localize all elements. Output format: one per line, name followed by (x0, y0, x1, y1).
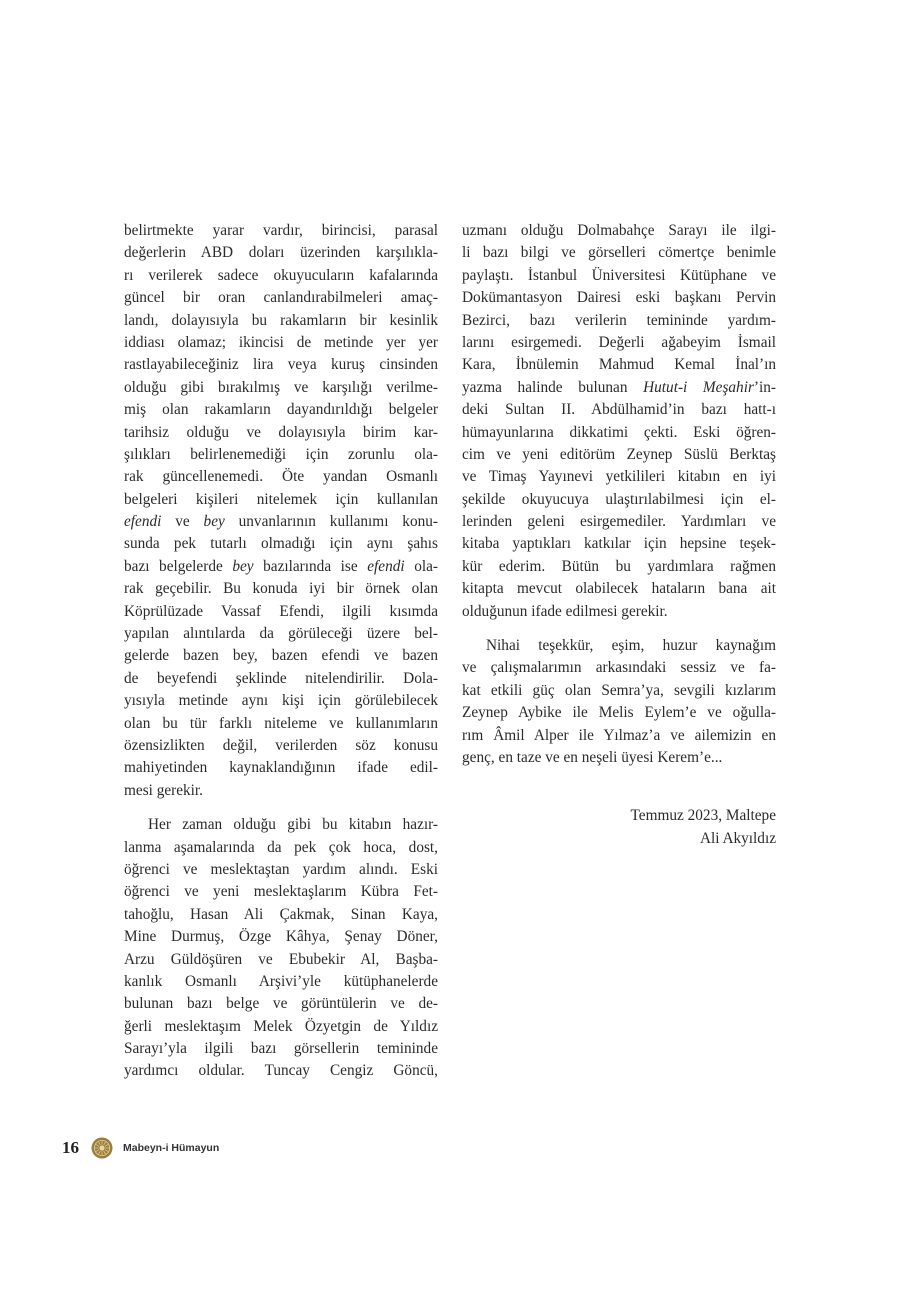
text-line: rım Âmil Alper ile Yılmaz’a ve ailemizin en (462, 726, 776, 744)
text-line: özensizlikten değil, verilerden söz konusu (124, 736, 438, 754)
text-line: landı, dolayısıyla bu rakamların bir kesinlik (124, 311, 438, 329)
text-line: olduğunun ifade edilmesi gerekir. (462, 602, 668, 620)
running-title: Mabeyn-i Hümayun (123, 1142, 220, 1154)
italic-term: efendi (367, 557, 405, 575)
text-line: Her zaman olduğu gibi bu kitabın hazır- (148, 816, 438, 834)
ottoman-seal-icon (91, 1137, 113, 1159)
text-line: kür ederim. Bütün bu yardımlara rağmen (462, 557, 776, 575)
text-line (124, 556, 438, 578)
text-line: ve Timaş Yayınevi yetkilileri kitabın en iyi (462, 468, 776, 486)
paragraph-gap (124, 802, 438, 814)
text-line: sunda pek tutarlı olmadığı için aynı şahıs (124, 535, 438, 553)
text-run: ’in- (753, 378, 777, 396)
text-line: tahoğlu, Hasan Ali Çakmak, Sinan Kaya, (124, 905, 438, 923)
italic-term: efendi (124, 513, 162, 531)
text-line: genç, en taze ve en neşeli üyesi Kerem’e... (462, 748, 723, 766)
text-line: de beyefendi şeklinde nitelendirilir. Dola- (124, 669, 438, 687)
text-line: olduğu gibi bırakılmış ve karşılığı verilme- (124, 378, 438, 396)
text-line: hümayunlarına dikkatimi çekti. Eski öğren- (462, 423, 776, 441)
text-line: rı verilerek sadece okuyucuların kafalarında (124, 266, 438, 284)
text-line: deki Sultan II. Abdülhamid’in bazı hatt-ı (462, 401, 776, 419)
text-line: rak geçebilir. Bu konuda iyi bir örnek olan (124, 580, 438, 598)
left-column (124, 220, 438, 1083)
signature-block (462, 805, 776, 850)
text-line: olan bu tür farklı niteleme ve kullanımların (124, 714, 438, 732)
text-line: tarihsiz olduğu ve dolayısıyla birim kar- (124, 423, 438, 441)
text-line: Zeynep Aybike ile Melis Eylem’e ve oğulla- (462, 704, 776, 722)
text-line: lanma aşamalarında da pek çok hoca, dost, (124, 838, 438, 856)
text-line: Bezirci, bazı verilerin temininde yardım- (462, 311, 776, 329)
text-line: belirtmekte yarar vardır, birincisi, parasal (124, 222, 438, 239)
page-footer (62, 1135, 219, 1161)
text-line: güncel bir oran canlandırabilmeleri amaç- (124, 289, 438, 307)
text-line: yapılan alıntılarda da görüleceği üzere bel- (124, 625, 438, 643)
text-line: mahiyetinden kaynaklandığının ifade edil- (124, 759, 438, 777)
text-line: yardımcı oldular. Tuncay Cengiz Göncü, (124, 1062, 438, 1080)
text-line: öğrenci ve meslektaştan yardım alındı. Eski (124, 860, 438, 878)
text-line: cim ve yeni editörüm Zeynep Süslü Berktaş (462, 445, 776, 463)
text-line: lerinden geleni esirgemediler. Yardımları ve (462, 513, 776, 531)
text-line: Mine Durmuş, Özge Kâhya, Şenay Döner, (124, 928, 438, 946)
text-run: yazma halinde bulunan (462, 378, 644, 396)
text-run: bazı belgelerde (124, 557, 233, 575)
text-line: değerlerin ABD doları üzerinden karşılıkla- (124, 244, 438, 262)
signature-gap (462, 769, 776, 805)
text-line: paylaştı. İstanbul Üniversitesi Kütüphane ve (462, 266, 776, 284)
text-line: Dokümantasyon Dairesi eski başkanı Pervin (462, 289, 776, 307)
signature-author: Ali Akyıldız (699, 829, 776, 847)
italic-term: bey (232, 557, 254, 575)
text-run: ve (161, 513, 204, 531)
text-line: iddiası olamaz; ikincisi de metinde yer yer (124, 333, 438, 351)
text-line: Kara, İbnülemin Mahmud Kemal İnal’ın (462, 356, 776, 374)
text-line: ğerli meslektaşım Melek Özyetgin de Yıldız (124, 1017, 438, 1035)
paragraph-final-thanks (462, 635, 776, 769)
paragraph-acknowledgements-continued (462, 220, 776, 623)
text-line: Arzu Güldöşüren ve Ebubekir Al, Başba- (124, 950, 438, 968)
text-line: mesi gerekir. (124, 781, 204, 799)
italic-book-title: Hutut-i Meşahir (643, 378, 754, 396)
right-column (462, 220, 776, 850)
signature-date-place: Temmuz 2023, Maltepe (630, 807, 776, 825)
text-line: ve çalışmalarımın arkasındaki sessiz ve fa- (462, 659, 776, 677)
text-run: unvanlarının kullanımı konu- (224, 513, 438, 531)
text-run: bazılarında ise (253, 557, 368, 575)
text-line: Köprülüzade Vassaf Efendi, ilgili kısımda (124, 602, 438, 620)
paragraph-acknowledgements (124, 814, 438, 1083)
paragraph-gap (462, 623, 776, 635)
text-line: bulunan bazı belge ve görüntülerin ve de- (124, 995, 438, 1013)
text-line: miş olan rakamların dayandırıldığı belgeler (124, 401, 438, 419)
text-line: şekilde okuyucuya ulaştırılabilmesi için el- (462, 490, 776, 508)
paragraph-units-and-titles (124, 220, 438, 802)
text-line: kitaba yaptıkları katkılar için hepsine teşek- (462, 535, 776, 553)
text-line: şılıkları belirlenemediği için zorunlu ola- (124, 445, 438, 463)
text-line: yısıyla metinde aynı kişi için görülebilecek (124, 692, 438, 710)
text-line: kat etkili güç olan Semra’ya, sevgili kızlarım (462, 681, 776, 699)
text-line: kitapta mevcut olabilecek hataların bana ait (462, 580, 776, 598)
text-line: kanlık Osmanlı Arşivi’yle kütüphanelerde (124, 972, 438, 990)
text-line: Sarayı’yla ilgili bazı görsellerin temininde (124, 1040, 438, 1058)
text-line: uzmanı olduğu Dolmabahçe Sarayı ile ilgi- (462, 222, 776, 239)
text-line: rastlayabileceğiniz lira veya kuruş cinsinden (124, 356, 438, 374)
text-run: ola- (404, 557, 438, 575)
text-line: gelerde bazen bey, bazen efendi ve bazen (124, 647, 438, 665)
text-line: Nihai teşekkür, eşim, huzur kaynağım (486, 637, 776, 655)
text-line: rak güncellenemedi. Öte yandan Osmanlı (124, 468, 438, 486)
page-number: 16 (62, 1138, 79, 1157)
text-line (124, 511, 438, 533)
text-line: li bazı bilgi ve görselleri cömertçe benimle (462, 244, 776, 262)
text-line: öğrenci ve yeni meslektaşlarım Kübra Fet- (124, 883, 438, 901)
text-line: belgeleri kişileri nitelemek için kullanılan (124, 490, 438, 508)
text-line (462, 377, 776, 399)
italic-term: bey (203, 513, 225, 531)
text-line: larını esirgemedi. Değerli ağabeyim İsmail (462, 333, 776, 351)
